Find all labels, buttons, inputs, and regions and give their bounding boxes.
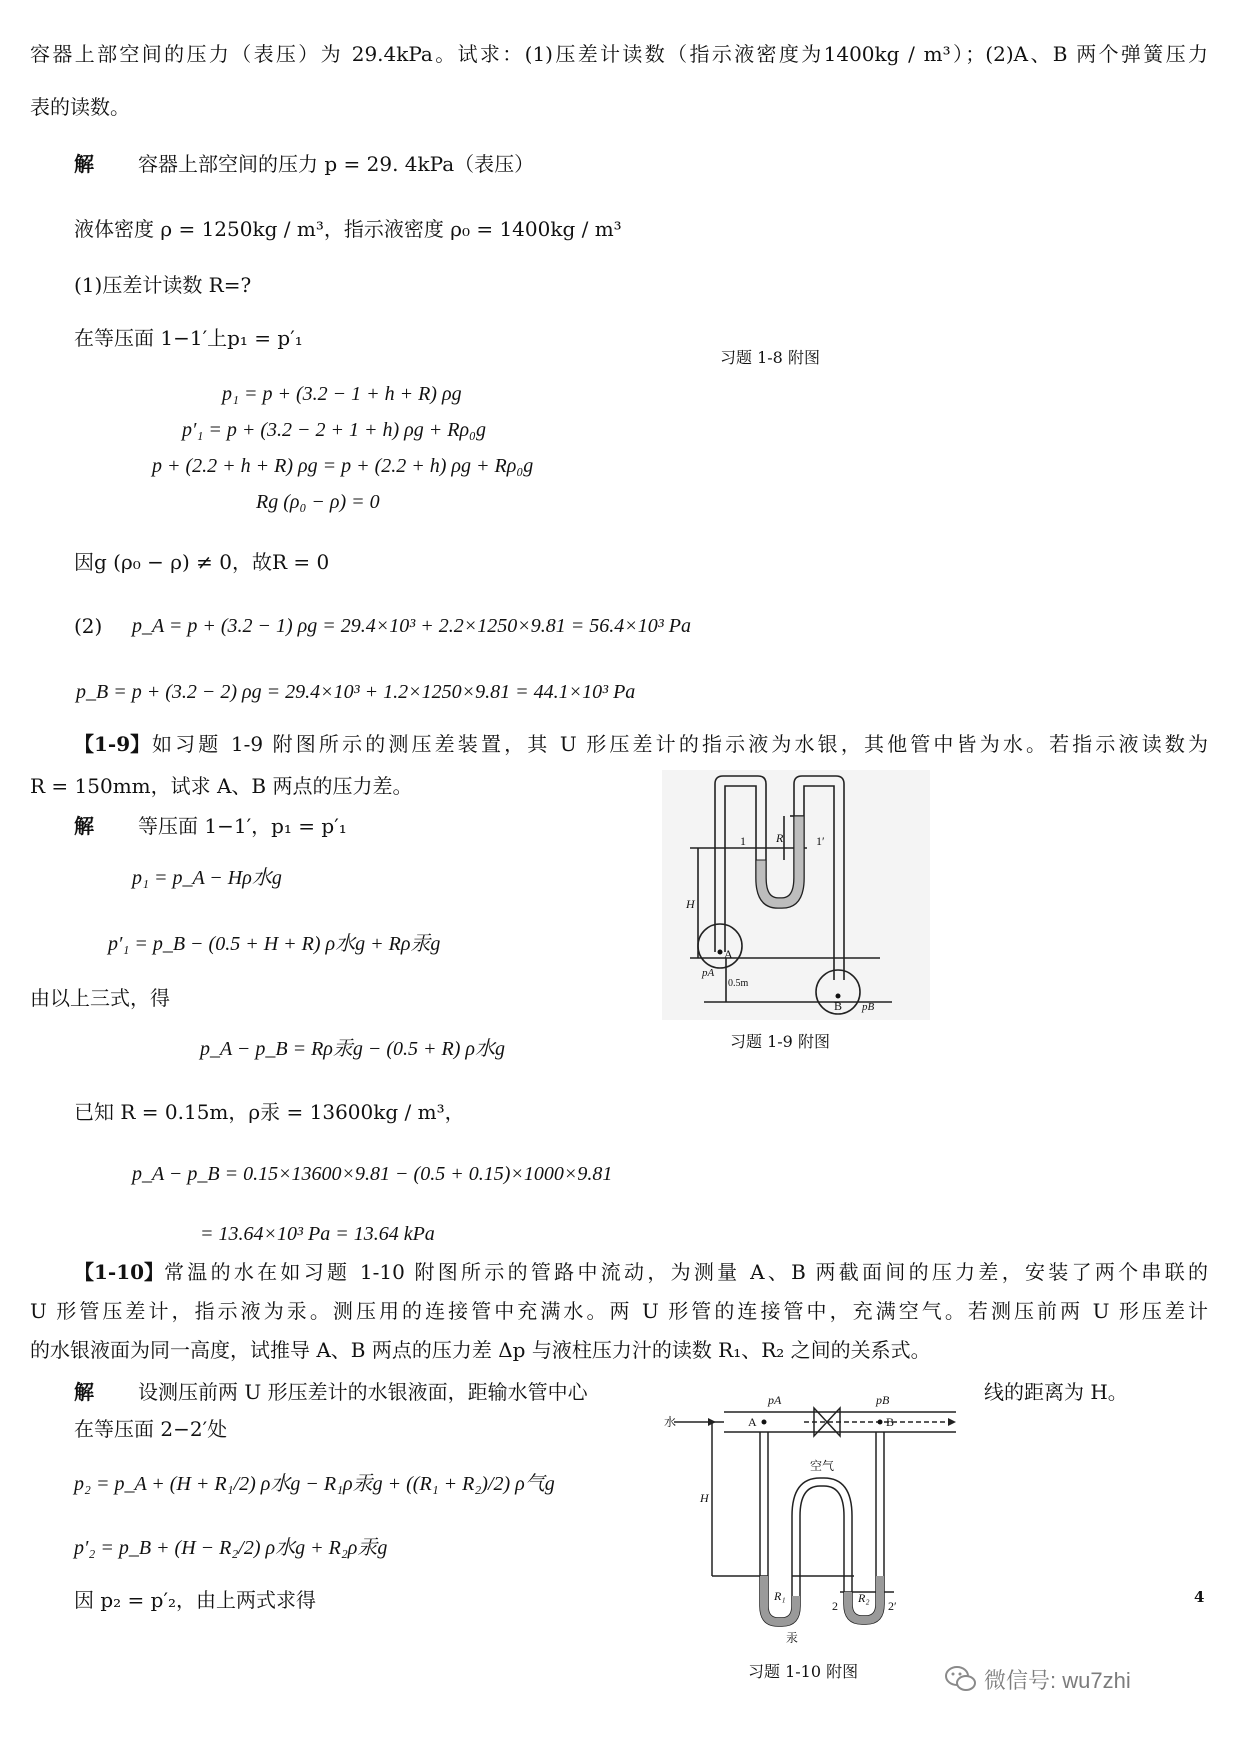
label-b: B	[834, 999, 843, 1013]
equal-pressure-plane-1-8: 在等压面 1−1′上p₁ = p′₁	[74, 326, 303, 350]
problem-statement-1-9-line-2: R = 150mm，试求 A、B 两点的压力差。	[30, 774, 413, 798]
intro-line-2: 表的读数。	[30, 95, 130, 119]
label-r1: R₁	[774, 1589, 786, 1603]
because-line: 因 p₂ = p′₂，由上两式求得	[74, 1588, 317, 1612]
label-1-prime: 1′	[816, 834, 825, 848]
label-air: 空气	[810, 1459, 835, 1473]
label-r2: R₂	[858, 1591, 870, 1605]
label-b: B	[886, 1415, 895, 1429]
intro-line-1: 容器上部空间的压力（表压）为 29.4kPa。试求：(1)压差计读数（指示液密度为1400kg / m³）；(2)A、B 两个弹簧压力	[30, 42, 1208, 66]
equation-pa: p_A = p + (3.2 − 1) ρg = 29.4×10³ + 2.2×1250×9.81 = 56.4×10³ Pa	[132, 615, 691, 637]
figure-caption-1-10: 习题 1-10 附图	[748, 1662, 859, 1681]
equation-1-9-p1-prime: p′₁ = p_B − (0.5 + H + R) ρ水g + Rρ汞g	[108, 933, 441, 955]
page-number: 4	[1194, 1588, 1205, 1606]
equation-balance: p + (2.2 + h + R) ρg = p + (2.2 + h) ρg + Rρ₀g	[152, 455, 534, 477]
solution-label-1-9: 解	[74, 814, 94, 838]
solution-text-1-9: 等压面 1−1′，p₁ = p′₁	[138, 814, 347, 838]
label-h: H	[700, 1491, 709, 1505]
figure-1-9	[662, 770, 930, 1020]
label-1: 1	[740, 834, 746, 848]
solution-text-1-10: 设测压前两 U 形压差计的水银液面，距输水管中心	[138, 1380, 588, 1404]
figure-caption-1-9: 习题 1-9 附图	[730, 1032, 830, 1051]
label-pb: pB	[876, 1393, 890, 1407]
solution-label-1-10: 解	[74, 1380, 94, 1404]
problem-statement-1-10-line-3: 的水银液面为同一高度，试推导 A、B 两点的压力差 Δp 与液柱压力汁的读数 R₁、R₂ 之间的关系式。	[30, 1338, 931, 1362]
label-pa: pA	[702, 967, 715, 979]
label-mercury: 汞	[786, 1631, 799, 1645]
equation-p1-prime: p′₁ = p + (3.2 − 2 + 1 + h) ρg + Rρ₀g	[182, 419, 486, 441]
question-1: (1)压差计读数 R=?	[74, 273, 252, 297]
known-values: 已知 R = 0.15m，ρ汞 = 13600kg / m³，	[74, 1100, 465, 1124]
equation-1-10-p2-prime: p′₂ = p_B + (H − R₂/2) ρ水g + R₂ρ汞g	[74, 1537, 388, 1559]
equation-1-10-p2: p₂ = p_A + (H + R₁/2) ρ水g − R₁ρ汞g + ((R₁ + R₂)/2) ρ气g	[74, 1473, 555, 1495]
problem-tag-1-9: 【1-9】	[74, 732, 151, 756]
label-a: A	[724, 947, 733, 961]
equation-pb: p_B = p + (3.2 − 2) ρg = 29.4×10³ + 1.2×1250×9.81 = 44.1×10³ Pa	[76, 681, 636, 703]
label-pa: pA	[768, 1393, 782, 1407]
solution-text-1-8: 容器上部空间的压力 p = 29. 4kPa（表压）	[138, 152, 535, 176]
label-2: 2	[832, 1599, 838, 1613]
problem-statement-1-9-line-1: 如习题 1-9 附图所示的测压差装置，其 U 形压差计的指示液为水银，其他管中皆为水。若指示液读数为	[152, 732, 1208, 756]
equation-1-9-p1: p₁ = p_A − Hρ水g	[132, 867, 282, 889]
wechat-icon	[944, 1664, 978, 1694]
density-line: 液体密度 ρ = 1250kg / m³，指示液密度 ρ₀ = 1400kg / m³	[74, 217, 622, 241]
label-0-5m: 0.5m	[728, 978, 749, 989]
equation-1-9-difference: p_A − p_B = Rρ汞g − (0.5 + R) ρ水g	[200, 1038, 506, 1060]
label-a: A	[748, 1415, 757, 1429]
label-water: 水	[664, 1415, 677, 1429]
problem-statement-1-10-line-2: U 形管压差计，指示液为汞。测压用的连接管中充满水。两 U 形管的连接管中，充满空气。若测压前两 U 形压差计	[30, 1299, 1208, 1323]
figure-caption-1-8: 习题 1-8 附图	[720, 348, 820, 367]
problem-tag-1-10: 【1-10】	[74, 1260, 165, 1284]
combine-line: 由以上三式，得	[30, 986, 170, 1010]
equal-pressure-plane-1-10: 在等压面 2−2′处	[74, 1417, 228, 1441]
watermark: 微信号: wu7zhi	[984, 1668, 1131, 1693]
equation-rg: Rg (ρ₀ − ρ) = 0	[256, 491, 380, 513]
figure-1-10	[664, 1386, 958, 1648]
question-2-label: (2)	[74, 614, 103, 638]
equation-p1: p₁ = p + (3.2 − 1 + h + R) ρg	[222, 383, 462, 405]
conclusion-r-zero: 因g (ρ₀ − ρ) ≠ 0，故R = 0	[74, 550, 330, 574]
equation-1-9-result: = 13.64×10³ Pa = 13.64 kPa	[200, 1223, 435, 1245]
label-h: H	[686, 897, 695, 911]
equation-1-9-numeric: p_A − p_B = 0.15×13600×9.81 − (0.5 + 0.15)×1000×9.81	[132, 1163, 613, 1185]
label-pb: pB	[862, 1001, 875, 1013]
label-r: R	[776, 831, 784, 845]
problem-statement-1-10-line-1: 常温的水在如习题 1-10 附图所示的管路中流动，为测量 A、B 两截面间的压力差，安装了两个串联的	[164, 1260, 1208, 1284]
solution-label-1-8: 解	[74, 152, 94, 176]
label-2-prime: 2′	[888, 1599, 897, 1613]
solution-text-1-10-tail: 线的距离为 H。	[984, 1380, 1128, 1404]
